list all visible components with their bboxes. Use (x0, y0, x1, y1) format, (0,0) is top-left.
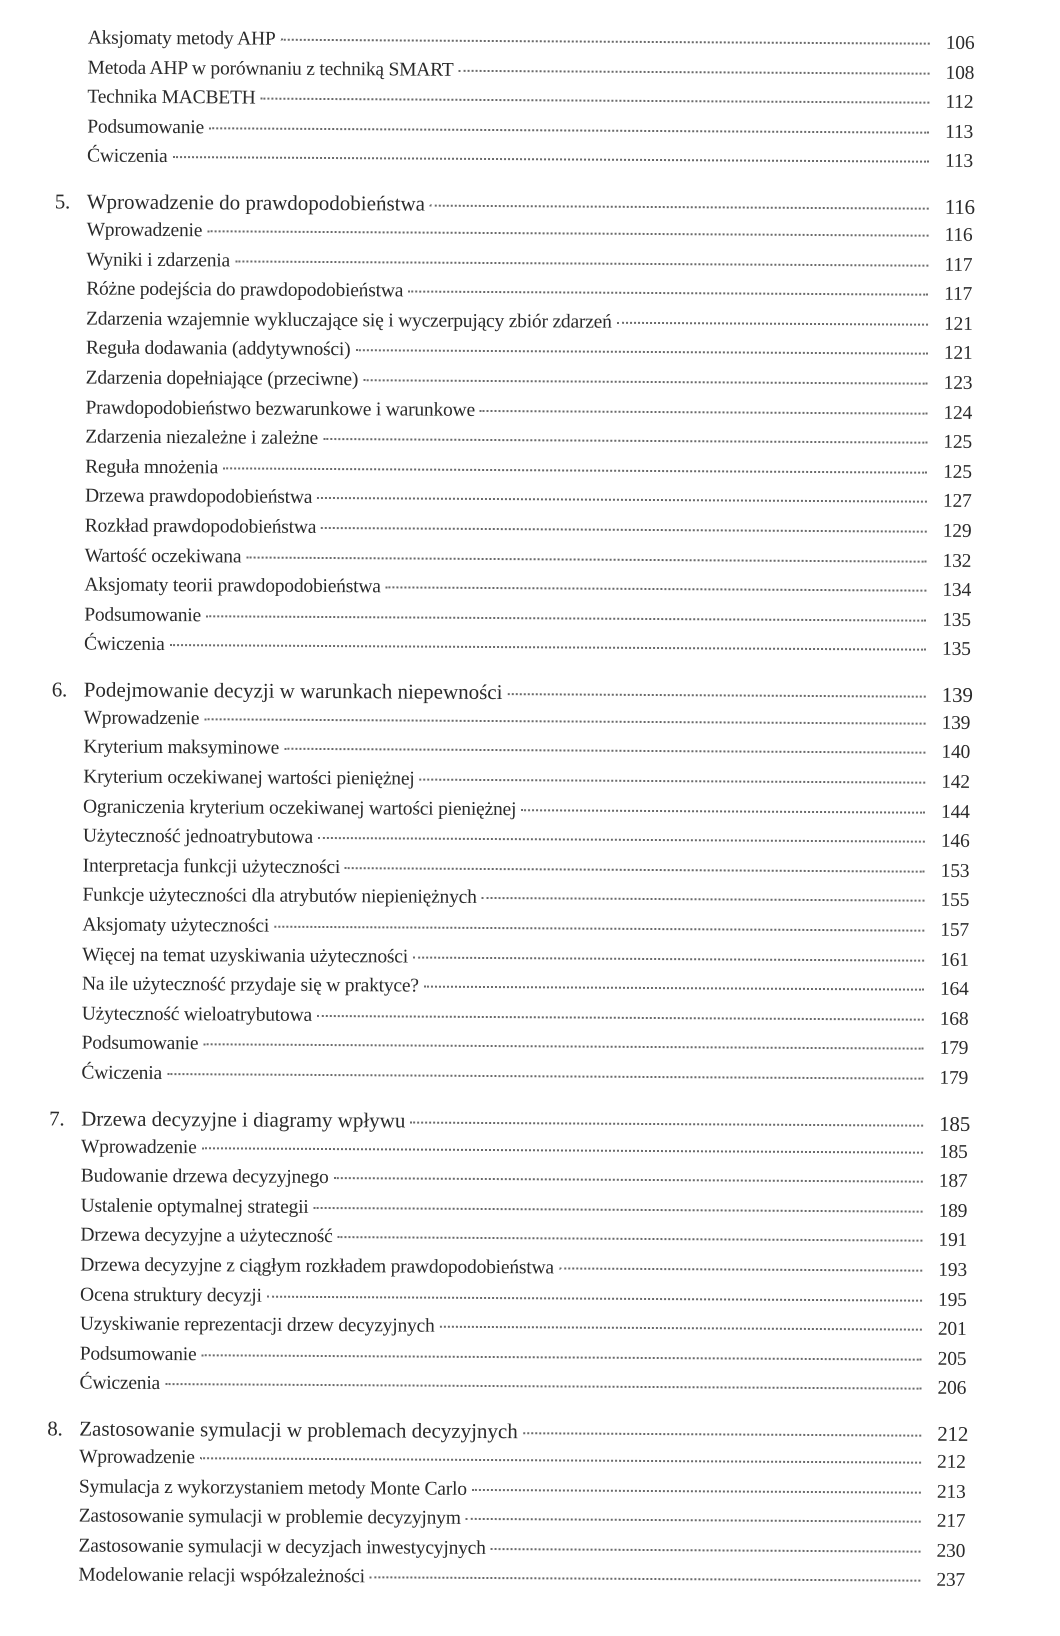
dot-leader (424, 985, 924, 991)
chapter-number: 6. (51, 677, 68, 702)
toc-entry-page: 205 (937, 1348, 967, 1370)
toc-entry-title: Wyniki i zdarzenia (86, 249, 231, 271)
toc-entry-title: Metoda AHP w porównaniu z techniką SMART (87, 57, 454, 81)
toc-chapter-continuation (55, 27, 986, 181)
toc-entry-title: Zastosowanie symulacji w decyzjach inwestycyjnych (78, 1535, 486, 1559)
dot-leader (284, 747, 925, 754)
toc-entry-title: Więcej na temat uzyskiwania użyteczności (82, 944, 409, 968)
toc-entry-title: Drzewa prawdopodobieństwa (84, 485, 313, 509)
dot-leader (482, 896, 925, 902)
toc-entry-page: 132 (942, 550, 972, 572)
toc-entry-page: 142 (941, 771, 970, 794)
dot-leader (338, 1235, 923, 1242)
dot-leader (223, 466, 927, 473)
chapter-title: Wprowadzenie do prawdopodobieństwa (86, 189, 426, 216)
toc-entry-title: Symulacja z wykorzystaniem metody Monte Carlo (78, 1476, 467, 1500)
toc-chapter-6 (49, 677, 982, 1097)
toc-entry-title: Zdarzenia niezależne i zależne (85, 426, 319, 450)
toc-entry-page: 213 (936, 1481, 966, 1503)
dot-leader (317, 1014, 924, 1021)
dot-leader (617, 321, 928, 326)
toc-entry-title: Funkcje użyteczności dla atrybutów niepieniężnych (82, 884, 477, 909)
chapter-page: 139 (941, 682, 973, 707)
toc-entry-page: 117 (944, 254, 973, 276)
toc-entry[interactable] (55, 146, 985, 181)
toc-entry-page: 124 (943, 402, 973, 424)
chapter-title: Zastosowanie symulacji w problemach decyzyjnych (79, 1416, 518, 1444)
toc-entry-title: Użyteczność jednoatrybutowa (82, 825, 314, 849)
toc-entry-page: 121 (943, 313, 973, 335)
toc-entry-title: Ograniczenia kryterium oczekiwanej wartości pieniężnej (83, 796, 517, 820)
dot-leader (491, 1547, 921, 1553)
toc-entry-title: Zastosowanie symulacji w problemie decyzyjnym (78, 1505, 461, 1529)
toc-entry-page: 191 (938, 1230, 968, 1252)
toc-entry-page: 117 (944, 283, 973, 306)
table-of-contents (46, 27, 986, 1614)
dot-leader (466, 1517, 921, 1523)
dot-leader (334, 1176, 923, 1183)
dot-leader (173, 155, 930, 163)
dot-leader (318, 836, 925, 843)
toc-entry-page: 201 (937, 1318, 967, 1341)
dot-leader (261, 97, 930, 104)
toc-entry-title: Zdarzenia wzajemnie wykluczające się i wyczerpujący zbiór zdarzeń (85, 308, 612, 333)
toc-entry-page: 108 (945, 62, 975, 84)
dot-leader (408, 290, 928, 296)
toc-entry-page: 164 (939, 978, 969, 1001)
dot-leader (420, 778, 926, 784)
toc-entry[interactable] (46, 1565, 976, 1600)
toc-entry-title: Ćwiczenia (79, 1372, 161, 1395)
toc-entry-title: Budowanie drzewa decyzyjnego (80, 1165, 329, 1189)
toc-entry-title: Podsumowanie (79, 1343, 197, 1365)
toc-entry[interactable] (49, 1062, 979, 1097)
toc-entry-title: Prawdopodobieństwo bezwarunkowe i warunkowe (85, 397, 476, 421)
toc-entry-page: 187 (938, 1170, 968, 1193)
toc-entry-page: 129 (942, 520, 972, 542)
toc-entry-page: 195 (938, 1289, 967, 1311)
toc-entry-page: 179 (939, 1038, 969, 1060)
toc-entry-page: 116 (944, 224, 973, 246)
toc-entry-page: 135 (942, 609, 971, 631)
toc-entry-page: 212 (937, 1451, 966, 1473)
dot-leader (323, 437, 927, 444)
dot-leader (267, 1294, 922, 1301)
toc-entry-title: Podsumowanie (81, 1032, 199, 1055)
toc-entry-title: Różne podejścia do prawdopodobieństwa (86, 278, 404, 302)
toc-chapter-7 (47, 1106, 979, 1408)
dot-leader (170, 643, 927, 651)
toc-entry-title: Wartość oczekiwana (84, 545, 242, 567)
toc-chapter-8 (46, 1416, 977, 1600)
dot-leader (209, 126, 929, 133)
toc-entry-title: Podsumowanie (84, 604, 202, 626)
dot-leader (167, 1072, 924, 1080)
toc-entry-title: Użyteczność wieloatrybutowa (81, 1003, 313, 1026)
dot-leader (363, 378, 927, 384)
toc-entry-title: Rozkład prawdopodobieństwa (84, 515, 317, 538)
toc-entry-page: 123 (943, 372, 973, 394)
dot-leader (274, 925, 924, 932)
dot-leader (386, 585, 927, 591)
dot-leader (206, 614, 926, 621)
dot-leader (410, 1120, 923, 1126)
toc-entry[interactable] (52, 634, 982, 669)
dot-leader (345, 866, 925, 873)
dot-leader (507, 692, 925, 698)
dot-leader (472, 1487, 921, 1493)
toc-entry-title: Wprowadzenie (79, 1446, 195, 1469)
toc-entry-title: Ćwiczenia (84, 633, 165, 656)
toc-entry-title: Kryterium oczekiwanej wartości pieniężnej (83, 766, 415, 790)
toc-entry-title: Uzyskiwanie reprezentacji drzew decyzyjnych (79, 1313, 435, 1337)
chapter-page: 212 (937, 1421, 969, 1446)
toc-entry-title: Technika MACBETH (87, 86, 256, 109)
toc-entry-page: 168 (939, 1008, 969, 1030)
dot-leader (370, 1576, 921, 1582)
toc-entry-page: 230 (936, 1540, 966, 1562)
toc-entry-page: 153 (940, 860, 970, 882)
toc-entry-page: 112 (945, 91, 974, 114)
toc-chapter-5 (52, 189, 985, 669)
toc-entry-page: 155 (940, 890, 970, 912)
toc-entry-page: 113 (944, 151, 974, 173)
toc-entry-page: 139 (941, 712, 971, 734)
dot-leader (203, 1043, 923, 1050)
toc-entry-page: 121 (943, 343, 973, 365)
chapter-number: 8. (47, 1416, 63, 1441)
dot-leader (355, 349, 927, 355)
dot-leader (235, 259, 928, 266)
dot-leader (413, 955, 924, 961)
toc-entry-page: 125 (943, 461, 972, 483)
toc-entry-title: Reguła dodawania (addytywności) (85, 337, 351, 361)
toc-entry-title: Na ile użyteczność przydaje się w praktyce? (81, 973, 419, 997)
dot-leader (207, 229, 928, 236)
toc-entry-title: Aksjomaty metody AHP (87, 27, 276, 50)
toc-entry-title: Zdarzenia dopełniające (przeciwne) (85, 367, 359, 391)
dot-leader (200, 1456, 921, 1463)
toc-entry-page: 206 (937, 1378, 967, 1400)
toc-entry-page: 113 (945, 121, 974, 143)
dot-leader (201, 1353, 921, 1360)
dot-leader (440, 1325, 922, 1331)
toc-entry-page: 185 (938, 1141, 968, 1163)
dot-leader (430, 204, 929, 210)
toc-entry-title: Ćwiczenia (86, 145, 168, 168)
dot-leader (281, 38, 930, 45)
dot-leader (314, 1206, 923, 1213)
toc-entry-page: 179 (939, 1067, 969, 1089)
toc-entry-title: Wprowadzenie (80, 1136, 197, 1158)
toc-entry-page: 161 (940, 949, 969, 971)
dot-leader (165, 1382, 922, 1390)
toc-entry-page: 144 (940, 801, 970, 823)
toc-entry-page: 157 (940, 919, 970, 941)
dot-leader (204, 717, 925, 724)
dot-leader (246, 555, 926, 562)
toc-entry-title: Modelowanie relacji współzależności (78, 1564, 365, 1588)
chapter-page: 116 (944, 194, 975, 219)
dot-leader (317, 496, 927, 503)
toc-entry-title: Kryterium maksyminowe (83, 736, 280, 760)
toc-entry-page: 237 (936, 1570, 966, 1592)
toc-entry-title: Interpretacja funkcji użyteczności (82, 855, 341, 878)
toc-entry-page: 127 (942, 491, 972, 513)
toc-entry-title: Wprowadzenie (83, 707, 200, 730)
toc-entry-page: 217 (936, 1510, 966, 1533)
toc-entry[interactable] (47, 1373, 977, 1408)
toc-entry-title: Aksjomaty użyteczności (82, 914, 270, 937)
chapter-title: Drzewa decyzyjne i diagramy wpływu (81, 1106, 406, 1133)
toc-entry-page: 134 (942, 579, 972, 602)
toc-entry-title: Drzewa decyzyjne z ciągłym rozkładem prawdopodobieństwa (80, 1254, 554, 1279)
toc-entry-title: Podsumowanie (87, 116, 205, 139)
chapter-number: 5. (54, 189, 71, 214)
toc-entry-title: Ustalenie optymalnej strategii (80, 1195, 309, 1218)
dot-leader (480, 408, 928, 414)
toc-entry-title: Ocena struktury decyzji (80, 1284, 262, 1307)
toc-entry-title: Reguła mnożenia (85, 456, 219, 479)
chapter-number: 7. (49, 1105, 65, 1131)
dot-leader (559, 1266, 922, 1271)
chapter-page: 185 (939, 1111, 971, 1136)
dot-leader (523, 1431, 921, 1436)
toc-entry-title: Wprowadzenie (86, 219, 203, 242)
toc-entry-page: 125 (943, 431, 973, 454)
toc-entry-page: 193 (938, 1259, 967, 1281)
toc-entry-page: 189 (938, 1200, 968, 1222)
toc-entry-page: 106 (945, 32, 975, 54)
toc-entry-page: 135 (941, 639, 971, 661)
chapter-title: Podejmowanie decyzji w warunkach niepewności (83, 677, 503, 704)
toc-entry-title: Aksjomaty teorii prawdopodobieństwa (84, 574, 381, 598)
dot-leader (321, 526, 927, 533)
toc-entry-page: 140 (941, 742, 971, 764)
dot-leader (202, 1146, 923, 1153)
dot-leader (521, 808, 925, 813)
toc-entry-page: 146 (940, 831, 970, 853)
toc-entry-title: Ćwiczenia (81, 1062, 163, 1085)
dot-leader (459, 68, 930, 74)
toc-entry-title: Drzewa decyzyjne a użyteczność (80, 1224, 333, 1248)
